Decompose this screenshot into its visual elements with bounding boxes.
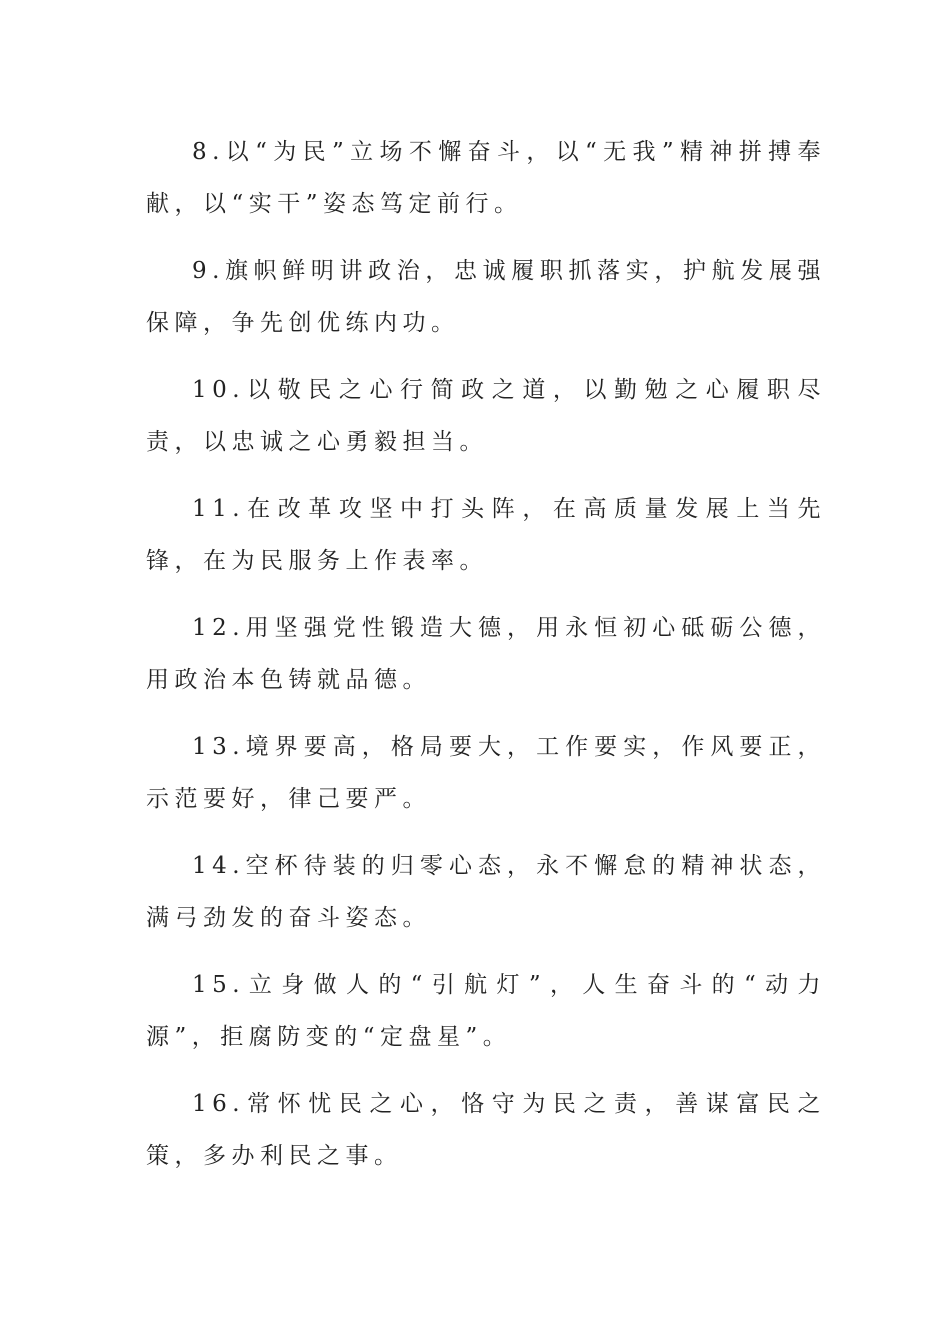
paragraph-item-10: 10.以敬民之心行简政之道，以勤勉之心履职尽责，以忠诚之心勇毅担当。 bbox=[146, 377, 826, 455]
paragraph-item-11: 11.在改革攻坚中打头阵，在高质量发展上当先锋，在为民服务上作表率。 bbox=[146, 496, 826, 574]
paragraph-item-13: 13.境界要高，格局要大，工作要实，作风要正，示范要好，律己要严。 bbox=[146, 734, 826, 812]
paragraph-item-14: 14.空杯待装的归零心态，永不懈怠的精神状态，满弓劲发的奋斗姿态。 bbox=[146, 853, 826, 931]
paragraph-item-12: 12.用坚强党性锻造大德，用永恒初心砥砺公德，用政治本色铸就品德。 bbox=[146, 615, 826, 693]
document-body bbox=[146, 126, 826, 1197]
paragraph-item-8: 8.以“为民”立场不懈奋斗，以“无我”精神拼搏奉献，以“实干”姿态笃定前行。 bbox=[146, 139, 826, 217]
paragraph-item-15: 15.立身做人的“引航灯”，人生奋斗的“动力源”，拒腐防变的“定盘星”。 bbox=[146, 972, 826, 1050]
paragraph-item-9: 9.旗帜鲜明讲政治，忠诚履职抓落实，护航发展强保障，争先创优练内功。 bbox=[146, 258, 826, 336]
paragraph-item-16: 16.常怀忧民之心，恪守为民之责，善谋富民之策，多办利民之事。 bbox=[146, 1091, 826, 1169]
